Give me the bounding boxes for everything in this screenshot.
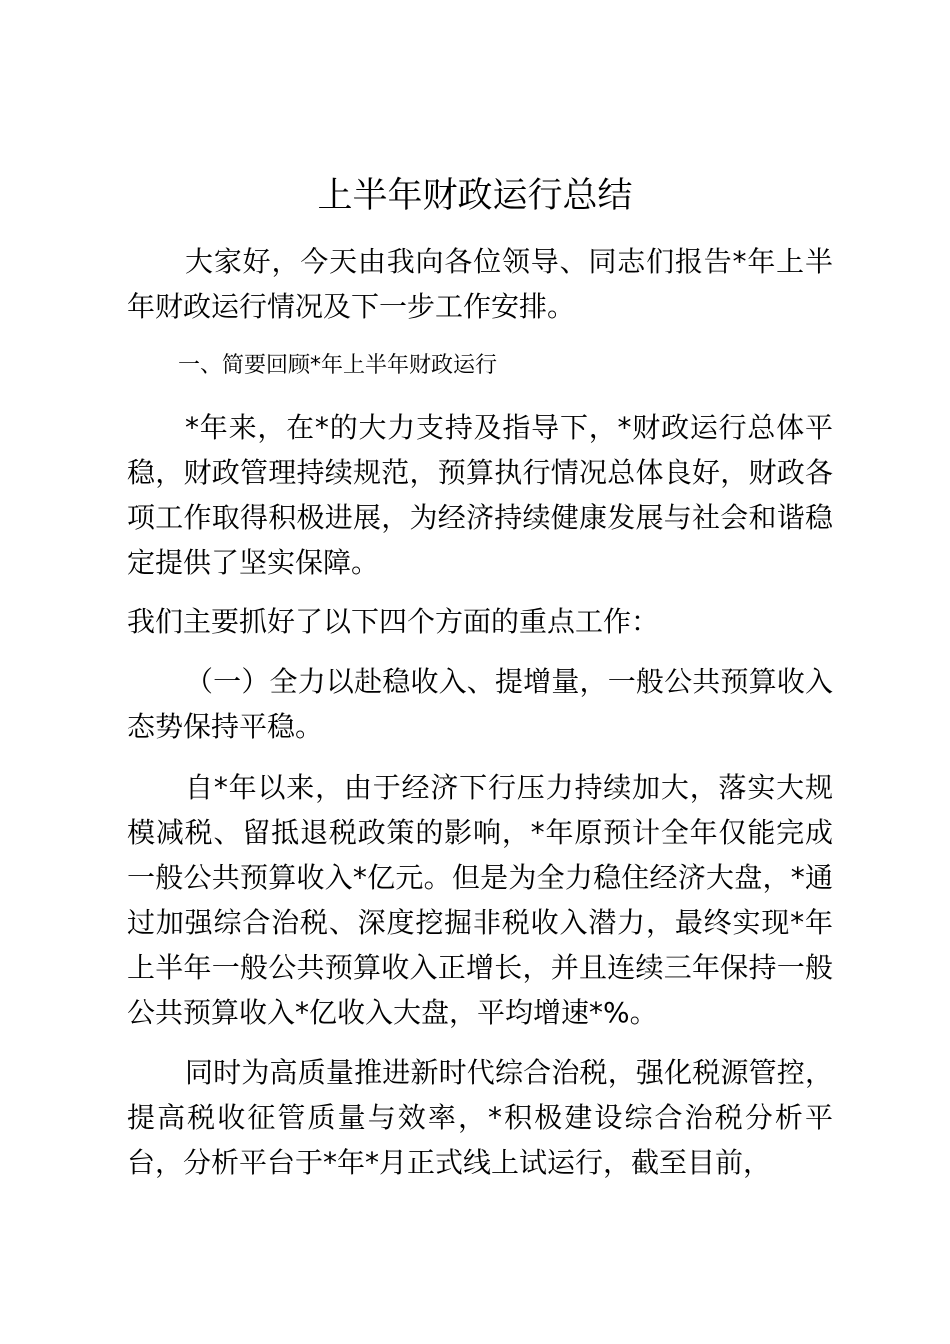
focus-paragraph: 我们主要抓好了以下四个方面的重点工作：: [127, 605, 660, 638]
subheading-paragraph: （一）全力以赴稳收入、提增量，一般公共预算收入态势保持平稳。: [127, 665, 833, 743]
document-title: 上半年财政运行总结: [317, 176, 633, 216]
intro-paragraph: 大家好，今天由我向各位领导、同志们报告*年上半年财政运行情况及下一步工作安排。: [127, 245, 833, 323]
tax-paragraph: 同时为高质量推进新时代综合治税，强化税源管控，提高税收征管质量与效率，*积极建设综合治税分析平台，分析平台于*年*月正式线上试运行，截至目前，: [127, 1056, 833, 1179]
section-heading: 一、简要回顾*年上半年财政运行: [178, 353, 498, 378]
overview-paragraph: *年来，在*的大力支持及指导下，*财政运行总体平稳，财政管理持续规范，预算执行情况总体良好，财政各项工作取得积极进展，为经济持续健康发展与社会和谐稳定提供了坚实保障。: [127, 411, 833, 579]
revenue-paragraph: 自*年以来，由于经济下行压力持续加大，落实大规模减税、留抵退税政策的影响，*年原预计全年仅能完成一般公共预算收入*亿元。但是为全力稳住经济大盘，*通过加强综合治税、深度挖掘非税收入潜力，最终实现*年上半年一般公共预算收入正增长，并且连续三年保持一般公共预算收入*亿收入大盘，平均增速*%。: [127, 771, 833, 1029]
